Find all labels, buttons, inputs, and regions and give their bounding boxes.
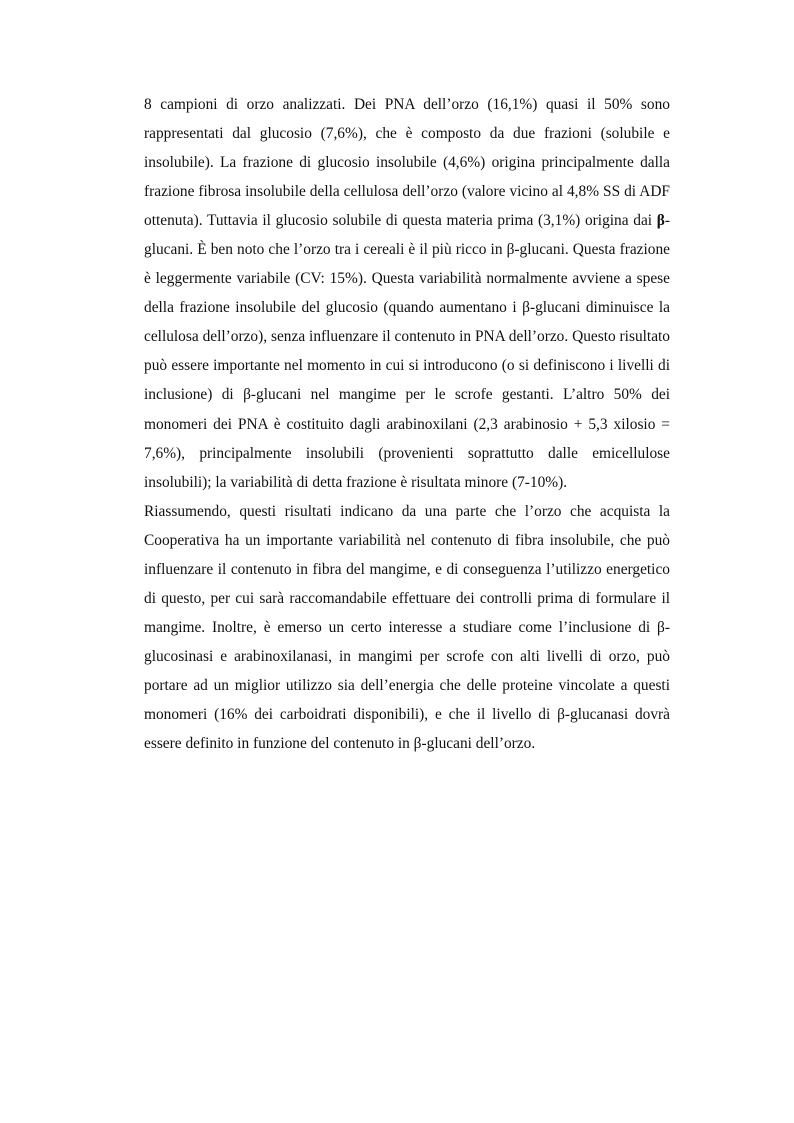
- body-text: [144, 90, 670, 758]
- text-segment: Riassumendo, questi risultati indicano da una parte che l’orzo che acquista la Cooperativa ha un importante variabilità nel contenuto di fibra insolubile, che può influenzare il contenuto in fibra del mangime, e di conseguenza l’utilizzo energetico di questo, per cui sarà raccomandabile effettuare dei controlli prima di formulare il mangime. Inoltre, è emerso un certo interesse a studiare come l’inclusione di β-glucosinasi e arabinoxilanasi, in mangimi per scrofe con alti livelli di orzo, può portare ad un miglior utilizzo sia dell’energia che delle proteine vincolate a questi monomeri (16% dei carboidrati disponibili), e che il livello di β-glucanasi dovrà essere definito in funzione del contenuto in β-glucani dell’orzo.: [144, 502, 670, 753]
- text-segment-bold: β: [656, 212, 665, 230]
- text-segment: -glucani. È ben noto che l’orzo tra i cereali è il più ricco in β-glucani. Questa frazione è leggermente variabile (CV: 15%). Questa variabilità normalmente avviene a spese della frazione insolubile del glucosio (quando aumentano i β-glucani diminuisce la cellulosa dell’orzo), senza influenzare il contenuto in PNA dell’orzo. Questo risultato può essere importante nel momento in cui si introducono (o si definiscono i livelli di inclusione) di β-glucani nel mangime per le scrofe gestanti. L’altro 50% dei monomeri dei PNA è costituito dagli arabinoxilani (2,3 arabinosio + 5,3 xilosio = 7,6%), principalmente insolubili (provenienti soprattutto dalle emicellulose insolubili); la variabilità di detta frazione è risultata minore (7-10%).: [144, 212, 670, 491]
- text-segment: 8 campioni di orzo analizzati. Dei PNA dell’orzo (16,1%) quasi il 50% sono rappresentati dal glucosio (7,6%), che è composto da due frazioni (solubile e insolubile). La frazione di glucosio insolubile (4,6%) origina principalmente dalla frazione fibrosa insolubile della cellulosa dell’orzo (valore vicino al 4,8% SS di ADF ottenuta). Tuttavia il glucosio solubile di questa materia prima (3,1%) origina dai: [144, 96, 670, 230]
- paragraph-barley-analysis: [144, 90, 670, 497]
- paragraph-summary: [144, 497, 670, 758]
